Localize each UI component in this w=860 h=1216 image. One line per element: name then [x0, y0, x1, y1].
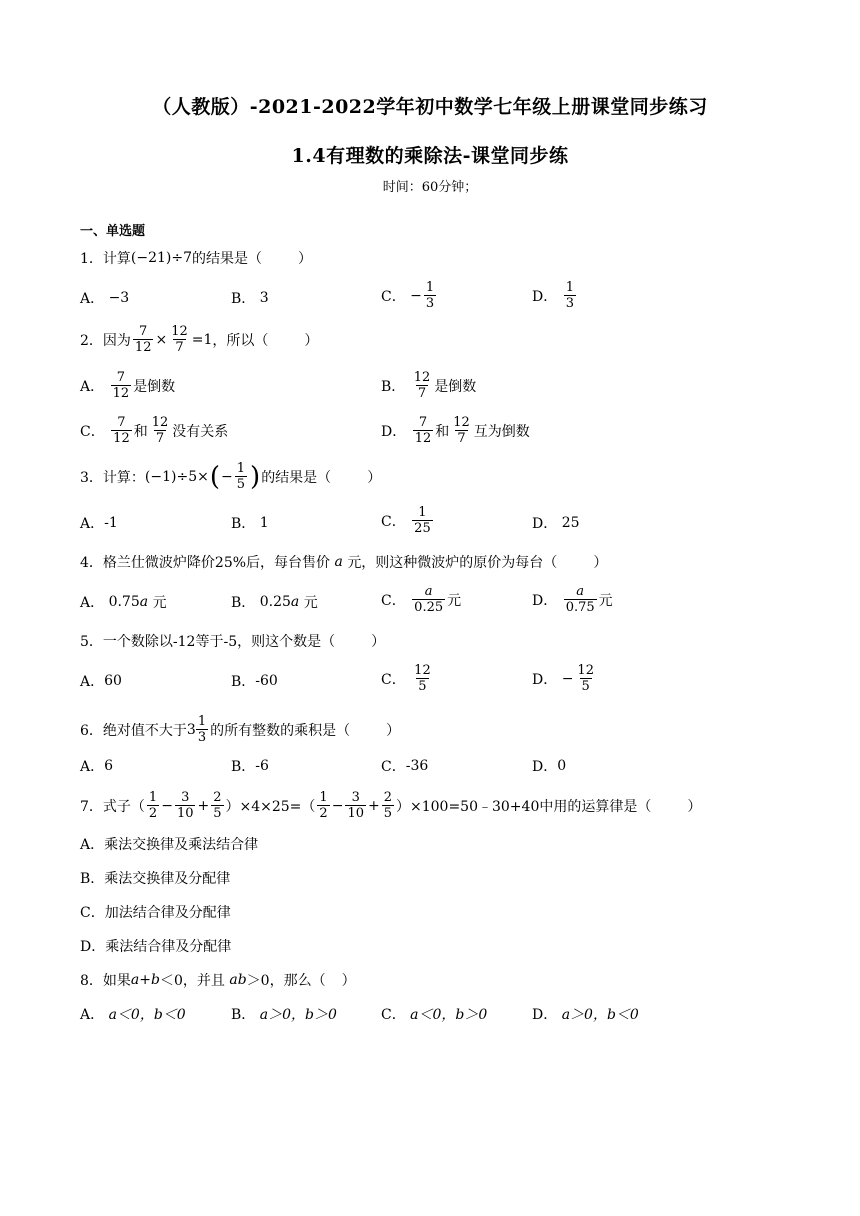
question-5: 5． 一个数除以-12等于-5，则这个数是（ ）	[80, 634, 386, 650]
fraction: $\frac{7}{12}$	[414, 415, 432, 446]
question-8: 8． 如果 a+b ＜0，并且 ab ＞0，那么（ ）	[80, 972, 356, 989]
q8-option-a[interactable]: A． a＜0，b＜0	[80, 1007, 186, 1023]
q5-option-d[interactable]: D． − $\frac{12}{5}$	[532, 663, 594, 694]
q7-option-c[interactable]: C． 加法结合律及分配律	[80, 905, 231, 921]
q3-option-a[interactable]: A． -1	[80, 515, 118, 532]
section-heading: 一、单选题	[80, 224, 146, 239]
question-6: 6． 绝对值不大于 3 $\frac{1}{3}$ 的所有整数的乘积是（ ）	[80, 714, 401, 745]
fraction: $\frac{12}{7}$	[453, 415, 470, 446]
q3-option-d[interactable]: D． 25	[532, 515, 580, 532]
fraction: $\frac{3}{10}$	[347, 790, 364, 821]
q3-option-c[interactable]: C． $\frac{1}{25}$	[381, 505, 431, 536]
q6-option-c[interactable]: C． -36	[381, 758, 429, 775]
question-7: 7． 式子（ $\frac{1}{2}$ − $\frac{3}{10}$ + $\frac{2}{5}$ ）×4×25=（ $\frac{1}{2}$ − $\frac{3}{10}$ + $\frac{2}{5}$ ）×100=50﹣30+40中用的运算律是（ ）	[80, 790, 702, 821]
q7-option-a[interactable]: A． 乘法交换律及乘法结合律	[80, 837, 259, 853]
q1-option-c[interactable]: C． − $\frac{1}{3}$	[381, 280, 435, 311]
fraction: $\frac{1}{2}$	[148, 790, 158, 821]
question-3: 3． 计算： (−1)÷5× ( − $\frac{1}{5}$ ) 的结果是（ ）	[80, 461, 382, 492]
page-title: （人教版）-2021-2022学年初中数学七年级上册课堂同步练习	[152, 96, 708, 118]
q2-option-c[interactable]: C． $\frac{7}{12}$ 和 $\frac{12}{7}$ 没有关系	[80, 415, 229, 446]
fraction: $\frac{3}{10}$	[176, 790, 194, 821]
q4-option-d[interactable]: D． $\frac{a}{0.75}$ 元	[532, 584, 613, 615]
fraction: $\frac{1}{2}$	[319, 790, 328, 821]
q6-option-d[interactable]: D． 0	[532, 758, 567, 775]
fraction: $\frac{2}{5}$	[213, 790, 222, 821]
q6-option-b[interactable]: B． -6	[231, 758, 269, 775]
q5-option-b[interactable]: B． -60	[231, 673, 278, 690]
q4-option-c[interactable]: C． $\frac{a}{0.25}$ 元	[381, 584, 462, 615]
q2-option-b[interactable]: B． $\frac{12}{7}$ 是倒数	[381, 370, 477, 401]
q7-option-d[interactable]: D． 乘法结合律及分配律	[80, 939, 232, 955]
fraction: $\frac{12}{5}$	[577, 663, 594, 694]
page-subtitle: 1.4有理数的乘除法-课堂同步练	[291, 145, 569, 167]
question-4: 4． 格兰仕微波炉降价25%后，每台售价 a 元，则这种微波炉的原价为每台（ ）	[80, 554, 608, 571]
q2-option-d[interactable]: D． $\frac{7}{12}$ 和 $\frac{12}{7}$ 互为倒数	[381, 415, 530, 446]
q2-option-a[interactable]: A． $\frac{7}{12}$ 是倒数	[80, 370, 176, 401]
q5-option-c[interactable]: C． $\frac{12}{5}$	[381, 663, 431, 694]
q3-option-b[interactable]: B． 1	[231, 515, 269, 532]
q1-option-a[interactable]: A． −3	[80, 290, 130, 307]
q4-option-b[interactable]: B． 0.25 a 元	[231, 594, 318, 611]
fraction: $\frac{12}{7}$	[171, 324, 188, 355]
fraction: $\frac{7}{12}$	[112, 370, 130, 401]
fraction: $\frac{1}{3}$	[197, 714, 207, 745]
parenthesis: (	[209, 461, 221, 492]
q8-option-b[interactable]: B． a＞0，b＞0	[231, 1007, 337, 1023]
q7-option-b[interactable]: B． 乘法交换律及分配律	[80, 871, 231, 887]
q8-option-d[interactable]: D． a＞0，b＜0	[532, 1007, 639, 1023]
fraction: $\frac{12}{7}$	[413, 370, 431, 401]
q1-option-b[interactable]: B． 3	[231, 290, 269, 307]
fraction: $\frac{2}{5}$	[383, 790, 392, 821]
fraction: $\frac{1}{25}$	[414, 505, 431, 536]
fraction: $\frac{12}{7}$	[151, 415, 169, 446]
q5-option-a[interactable]: A． 60	[80, 673, 122, 690]
time-limit: 时间：60分钟；	[382, 180, 478, 195]
fraction: $\frac{7}{12}$	[113, 415, 130, 446]
question-1: 1． 计算 (−21)÷7 的结果是（ ）	[80, 250, 313, 267]
question-2: 2． 因为 $\frac{7}{12}$ × $\frac{12}{7}$ =1 ，所以（ ）	[80, 324, 319, 355]
fraction: $\frac{12}{5}$	[414, 663, 431, 694]
parenthesis: )	[250, 461, 261, 492]
q1-option-d[interactable]: D． $\frac{1}{3}$	[532, 280, 574, 311]
fraction: $\frac{7}{12}$	[134, 324, 152, 355]
q8-option-c[interactable]: C． a＜0，b＞0	[381, 1007, 488, 1023]
q4-option-a[interactable]: A． 0.75 a 元	[80, 594, 167, 611]
fraction: $\frac{a}{0.75}$	[565, 584, 595, 615]
fraction: $\frac{1}{3}$	[565, 280, 574, 311]
fraction: $\frac{a}{0.25}$	[414, 584, 444, 615]
fraction: $\frac{1}{5}$	[236, 461, 246, 492]
q6-option-a[interactable]: A． 6	[80, 758, 114, 775]
q1-expression: (−21)÷7	[130, 250, 193, 266]
fraction: $\frac{1}{3}$	[425, 280, 435, 311]
